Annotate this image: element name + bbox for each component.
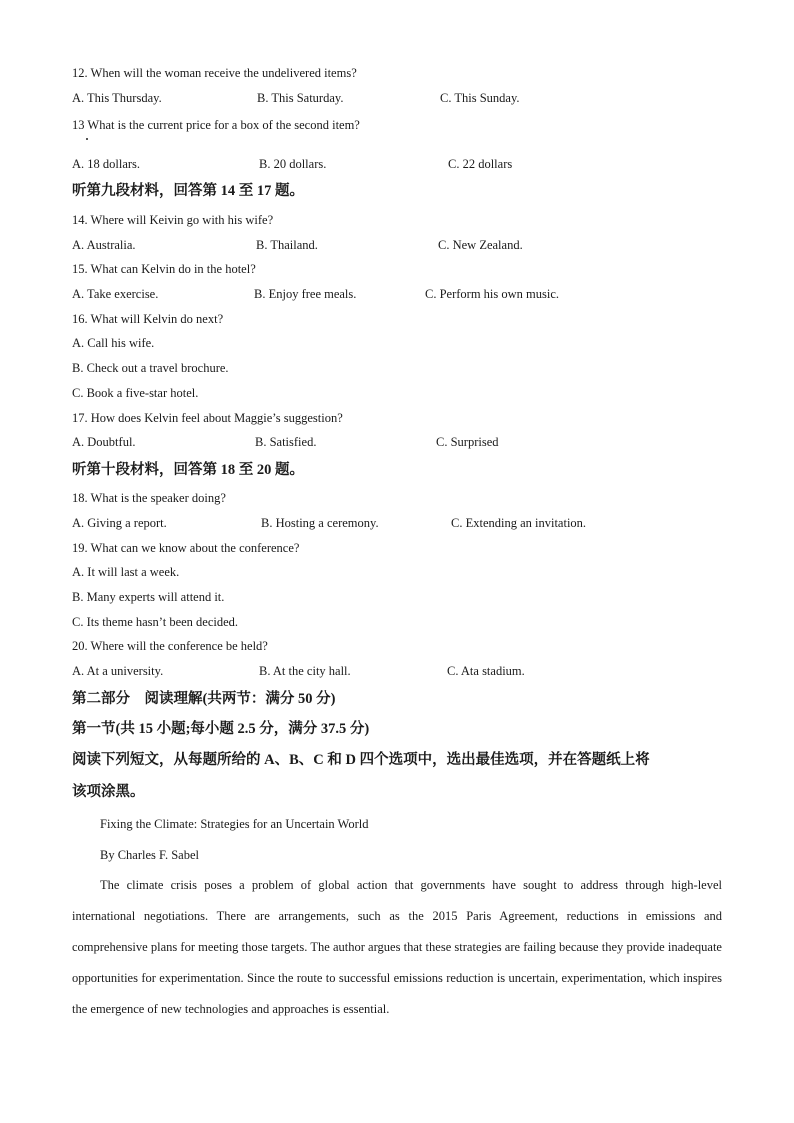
option-17c: C. Surprised	[436, 435, 499, 449]
question-15: 15. What can Kelvin do in the hotel?	[72, 262, 256, 276]
option-13b: B. 20 dollars.	[259, 157, 327, 171]
option-15a: A. Take exercise.	[72, 287, 159, 301]
passage-body: The climate crisis poses a problem of global action that governments have sought to address through high-level international negotiations. There are arrangements, such as the 2015 Paris Agreement, reductions in emissions and comprehensive plans for meeting those targets. The author argues that these strategies are failing because they provide inadequate opportunities for experimentation. Since the route to successful emissions reduction is uncertain, experimentation, which inspires the emergence of new technologies and approaches is essential.	[72, 878, 722, 1016]
option-14a: A. Australia.	[72, 238, 136, 252]
option-12c: C. This Sunday.	[440, 91, 520, 105]
question-19: 19. What can we know about the conference?	[72, 541, 300, 555]
option-15c: C. Perform his own music.	[425, 287, 560, 301]
passage-title: Fixing the Climate: Strategies for an Uncertain World	[100, 817, 369, 831]
option-19c: C. Its theme hasn’t been decided.	[72, 615, 239, 629]
question-12: 12. When will the woman receive the undelivered items?	[72, 66, 357, 80]
section-heading-9: 听第九段材料，回答第 14 至 17 题。	[72, 183, 304, 199]
option-18c: C. Extending an invitation.	[451, 516, 587, 530]
option-14c: C. New Zealand.	[438, 238, 523, 252]
instruction-line-2: 该项涂黑。	[72, 784, 145, 800]
option-16c: C. Book a five-star hotel.	[72, 386, 199, 400]
option-17b: B. Satisfied.	[255, 435, 317, 449]
option-16a: A. Call his wife.	[72, 336, 155, 350]
option-12a: A. This Thursday.	[72, 91, 162, 105]
option-18a: A. Giving a report.	[72, 516, 167, 530]
option-19a: A. It will last a week.	[72, 565, 180, 579]
option-20a: A. At a university.	[72, 664, 164, 678]
option-13a: A. 18 dollars.	[72, 157, 141, 171]
question-16: 16. What will Kelvin do next?	[72, 312, 224, 326]
option-18b: B. Hosting a ceremony.	[261, 516, 379, 530]
option-16b: B. Check out a travel brochure.	[72, 361, 229, 375]
option-17a: A. Doubtful.	[72, 435, 136, 449]
option-20b: B. At the city hall.	[259, 664, 351, 678]
option-12b: B. This Saturday.	[257, 91, 344, 105]
question-20: 20. Where will the conference be held?	[72, 639, 268, 653]
option-13c: C. 22 dollars	[448, 157, 513, 171]
question-14: 14. Where will Keivin go with his wife?	[72, 213, 274, 227]
stray-dot	[86, 138, 88, 140]
question-13: 13 What is the current price for a box of the second item?	[72, 118, 360, 132]
part-two-heading: 第二部分 阅读理解(共两节：满分 50 分)	[72, 691, 336, 707]
option-19b: B. Many experts will attend it.	[72, 590, 225, 604]
question-18: 18. What is the speaker doing?	[72, 491, 226, 505]
question-17: 17. How does Kelvin feel about Maggie’s suggestion?	[72, 411, 343, 425]
instruction-line-1: 阅读下列短文，从每题所给的 A、B、C 和 D 四个选项中，选出最佳选项，并在答题纸上将	[72, 752, 650, 768]
option-14b: B. Thailand.	[256, 238, 318, 252]
passage-author: By Charles F. Sabel	[100, 848, 199, 862]
option-20c: C. Ata stadium.	[447, 664, 525, 678]
option-15b: B. Enjoy free meals.	[254, 287, 357, 301]
section-heading-10: 听第十段材料，回答第 18 至 20 题。	[72, 462, 304, 478]
part-two-section-one: 第一节(共 15 小题;每小题 2.5 分，满分 37.5 分)	[72, 721, 370, 737]
